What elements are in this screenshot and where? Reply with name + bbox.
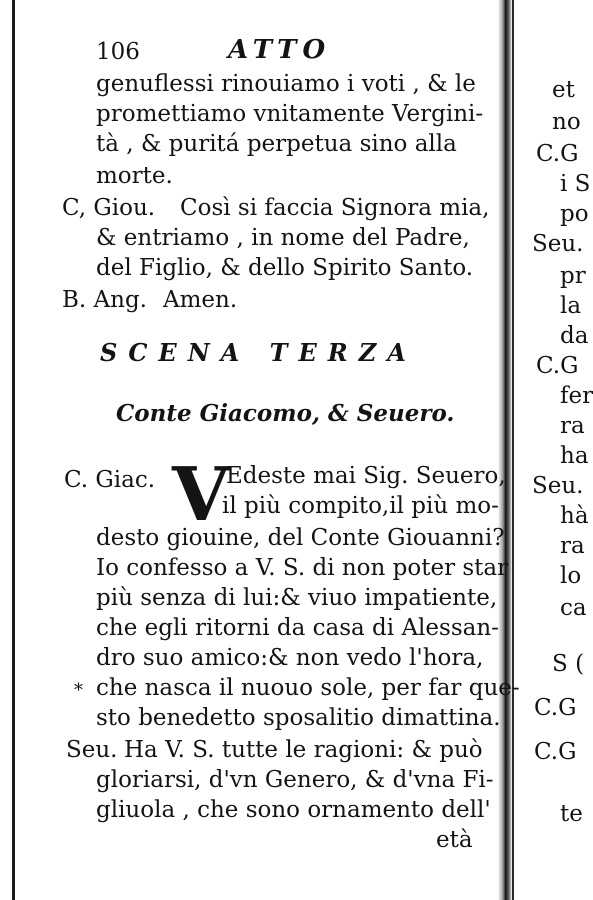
catchword: età xyxy=(436,827,473,853)
margin-mark: * xyxy=(74,680,83,701)
text-line: Io confesso a V. S. di non poter star xyxy=(96,555,509,581)
scene-heading: SCENA TERZA xyxy=(100,338,417,367)
text-line: morte. xyxy=(96,163,173,189)
fragment: la xyxy=(560,293,582,319)
book-gutter xyxy=(498,0,512,900)
scene-characters: Conte Giacomo, & Seuero. xyxy=(116,400,455,427)
fragment: Seu. xyxy=(532,231,584,257)
text-line: promettiamo vnitamente Vergini- xyxy=(96,101,484,127)
fragment: da xyxy=(560,323,589,349)
fragment: lo xyxy=(560,563,582,589)
fragment: no xyxy=(552,109,581,135)
fragment: i S xyxy=(560,171,591,197)
text-line: genuflessi rinouiamo i voti , & le xyxy=(96,71,476,97)
fragment: fer xyxy=(560,383,593,409)
fragment: ra xyxy=(560,533,585,559)
text-line: più senza di lui:& viuo impatiente, xyxy=(96,585,498,611)
fragment: C.G xyxy=(534,695,577,721)
text-line: sto benedetto sposalitio dimattina. xyxy=(96,705,501,731)
text-line: & entriamo , in nome del Padre, xyxy=(96,225,470,251)
fragment: S ( xyxy=(552,651,585,677)
text-line: Amen. xyxy=(163,287,238,313)
speaker-label: C, Giou. xyxy=(62,195,156,221)
text-line: dro suo amico:& non vedo l'hora, xyxy=(96,645,484,671)
fragment: pr xyxy=(560,263,586,289)
fragment: po xyxy=(560,201,589,227)
text-line: Ha V. S. tutte le ragioni: & può xyxy=(124,737,483,763)
fragment: te xyxy=(560,801,583,827)
text-line: che nasca il nuouo sole, per far que- xyxy=(96,675,520,701)
fragment: et xyxy=(552,77,575,103)
fragment: Seu. xyxy=(532,473,584,499)
text-line: Edeste mai Sig. Seuero, xyxy=(226,463,506,489)
text-line: il più compito,il più mo- xyxy=(222,493,499,519)
text-line: che egli ritorni da casa di Alessan- xyxy=(96,615,499,641)
page-number: 106 xyxy=(96,39,140,65)
text-line: desto giouine, del Conte Giouanni? xyxy=(96,525,505,551)
fragment: C.G xyxy=(534,739,577,765)
fragment: ca xyxy=(560,595,587,621)
fragment: hà xyxy=(560,503,589,529)
fragment: C.G xyxy=(536,353,579,379)
fragment: ra xyxy=(560,413,585,439)
speaker-label: B. Ang. xyxy=(62,287,147,313)
left-page-edge xyxy=(12,0,15,900)
spine-line xyxy=(512,0,514,900)
text-line: del Figlio, & dello Spirito Santo. xyxy=(96,255,474,281)
fragment: C.G xyxy=(536,141,579,167)
text-line: gloriarsi, d'vn Genero, & d'vna Fi- xyxy=(96,767,494,793)
fragment: ha xyxy=(560,443,589,469)
running-title: ATTO xyxy=(228,35,332,65)
speaker-label: C. Giac. xyxy=(64,467,156,493)
drop-cap: V xyxy=(172,452,230,538)
text-line: Così si faccia Signora mia, xyxy=(180,195,490,221)
speaker-label: Seu. xyxy=(66,737,118,763)
text-line: tà , & puritá perpetua sino alla xyxy=(96,131,457,157)
text-line: gliuola , che sono ornamento dell' xyxy=(96,797,491,823)
